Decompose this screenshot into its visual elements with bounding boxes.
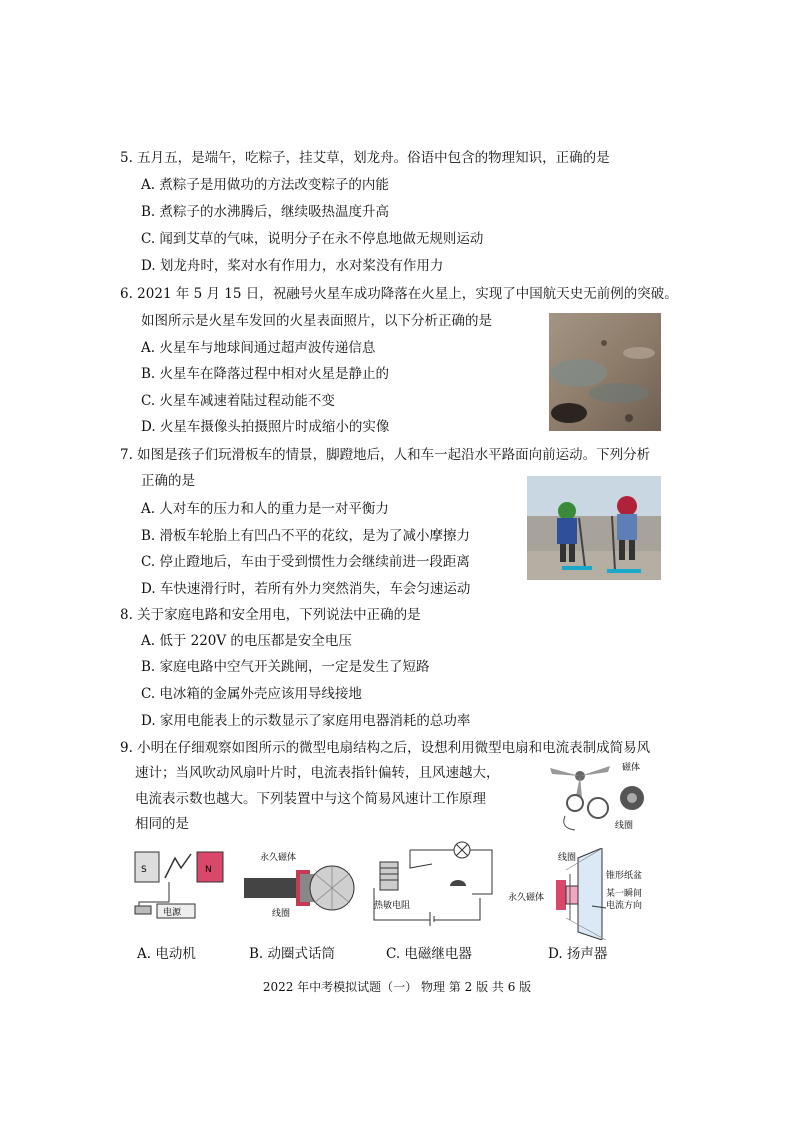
q5-option-a: A. 煮粽子是用做功的方法改变粽子的内能 — [141, 177, 389, 193]
q6-option-d: D. 火星车摄像头拍摄照片时成缩小的实像 — [141, 419, 390, 435]
q8-option-d: D. 家用电能表上的示数显示了家庭用电器消耗的总功率 — [141, 713, 471, 729]
q5-stem: 5. 五月五，是端午，吃粽子，挂艾草，划龙舟。俗语中包含的物理知识，正确的是 — [120, 150, 610, 166]
speaker-current-label: 某一瞬间 — [606, 889, 643, 899]
q9-stem-line4: 相同的是 — [135, 816, 189, 832]
q9-stem-line2: 速计；当风吹动风扇叶片时，电流表指针偏转，且风速越大， — [135, 765, 500, 781]
speaker-coil-label: 线圈 — [558, 853, 577, 863]
relay-diagram — [370, 838, 498, 928]
fan-magnet-label: 磁体 — [622, 763, 641, 773]
q7-stem: 7. 如图是孩子们玩滑板车的情景，脚蹬地后，人和车一起沿水平路面向前运动。下列分析 — [120, 447, 651, 463]
q6-stem-line2: 如图所示是火星车发回的火星表面照片，以下分析正确的是 — [141, 313, 492, 329]
motor-diagram — [127, 840, 227, 920]
q9-option-b: B. 动圈式话筒 — [249, 946, 336, 962]
q9-stem: 9. 小明在仔细观察如图所示的微型电扇结构之后，设想利用微型电扇和电流表制成简易风 — [120, 740, 651, 756]
q5-option-d: D. 划龙舟时，桨对水有作用力，水对桨没有作用力 — [141, 258, 444, 274]
q8-stem: 8. 关于家庭电路和安全用电，下列说法中正确的是 — [120, 607, 421, 623]
q8-option-a: A. 低于 220V 的电压都是安全电压 — [141, 633, 352, 649]
page-footer: 2022 年中考模拟试题（一） 物理 第 2 版 共 6 版 — [262, 980, 532, 994]
dynamic-mic-diagram — [240, 848, 358, 918]
speaker-cone-label: 锥形纸盆 — [606, 871, 643, 881]
q6-stem: 6. 2021 年 5 月 15 日，祝融号火星车成功降落在火星上，实现了中国航天史无前例的突破。 — [120, 286, 678, 302]
q7-stem-line2: 正确的是 — [141, 473, 195, 489]
q9-option-a: A. 电动机 — [137, 946, 196, 962]
q6-option-b: B. 火星车在降落过程中相对火星是静止的 — [141, 366, 390, 382]
mars-surface-photo — [549, 313, 661, 431]
q7-option-b: B. 滑板车轮胎上有凹凸不平的花纹，是为了减小摩擦力 — [141, 528, 471, 544]
kids-scooter-photo — [527, 476, 661, 580]
mic-coil-label: 线圈 — [272, 909, 291, 918]
speaker-magnet-label: 永久磁体 — [508, 893, 545, 903]
fan-coil-label: 线圈 — [615, 821, 634, 831]
speaker-current-label-2: 电流方向 — [606, 901, 643, 911]
relay-thermistor-label: 热敏电阻 — [374, 901, 411, 911]
q9-option-d: D. 扬声器 — [548, 946, 608, 962]
motor-s-label: S — [141, 865, 147, 875]
q6-option-c: C. 火星车减速着陆过程动能不变 — [141, 393, 335, 409]
q8-option-b: B. 家庭电路中空气开关跳闸，一定是发生了短路 — [141, 659, 430, 675]
q9-option-c: C. 电磁继电器 — [386, 946, 472, 962]
q8-option-c: C. 电冰箱的金属外壳应该用导线接地 — [141, 686, 362, 702]
speaker-diagram — [508, 848, 658, 940]
motor-n-label: N — [205, 865, 212, 875]
q7-option-d: D. 车快速滑行时，若所有外力突然消失，车会匀速运动 — [141, 581, 471, 597]
micro-fan-figure — [540, 758, 670, 832]
q9-stem-line3: 电流表示数也越大。下列装置中与这个简易风速计工作原理 — [135, 791, 486, 807]
q5-option-c: C. 闻到艾草的气味，说明分子在永不停息地做无规则运动 — [141, 231, 484, 247]
q7-option-c: C. 停止蹬地后，车由于受到惯性力会继续前进一段距离 — [141, 554, 470, 570]
motor-power-label: 电源 — [163, 908, 182, 918]
q5-option-b: B. 煮粽子的水沸腾后，继续吸热温度升高 — [141, 204, 390, 220]
q7-option-a: A. 人对车的压力和人的重力是一对平衡力 — [141, 501, 389, 517]
q6-option-a: A. 火星车与地球间通过超声波传递信息 — [141, 340, 376, 356]
mic-magnet-label: 永久磁体 — [260, 853, 297, 863]
